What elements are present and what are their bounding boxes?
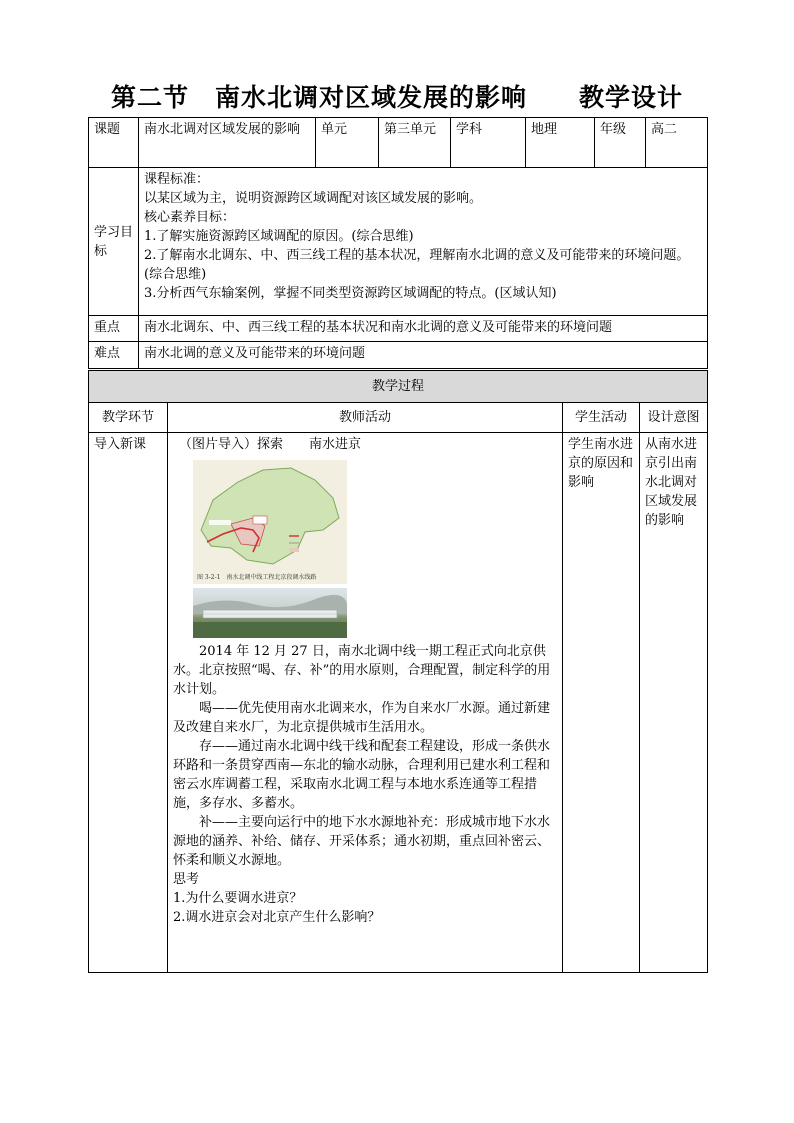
- topic-value: 南水北调对区域发展的影响: [139, 118, 316, 168]
- step-cell: 导入新课: [89, 433, 168, 973]
- objectives-line: 3.分析西气东输案例，掌握不同类型资源跨区域调配的特点。(区域认知): [144, 286, 557, 301]
- map-caption: 图 3-2-1 南水北调中线工程北京段调水线路: [197, 574, 317, 581]
- subject-label: 学科: [451, 118, 526, 168]
- student-activity-cell: 学生南水进京的原因和影响: [563, 433, 640, 973]
- paragraph: 存——通过南水北调中线干线和配套工程建设，形成一条供水环路和一条贯穿西南—东北的输水动脉，合理利用已建水利工程和密云水库调蓄工程，采取南水北调工程与本地水系连通等工程措施，多存水、多蓄水。: [173, 739, 551, 811]
- process-header: 教学过程: [89, 371, 708, 403]
- paragraph: 喝——优先使用南水北调来水，作为自来水厂水源。通过新建及改建自来水厂，为北京提供城市生活用水。: [173, 701, 551, 735]
- grade-label: 年级: [595, 118, 646, 168]
- process-table: [88, 370, 708, 973]
- key-points-value: 南水北调东、中、西三线工程的基本状况和南水北调的意义及可能带来的环境问题: [139, 316, 708, 342]
- unit-value: 第三单元: [379, 118, 451, 168]
- page-title: 第二节 南水北调对区域发展的影响 教学设计: [110, 83, 683, 112]
- col-step: 教学环节: [89, 403, 168, 433]
- photo-scene-icon: [193, 588, 347, 638]
- col-design: 设计意图: [640, 403, 708, 433]
- info-table: [88, 117, 708, 369]
- col-teacher: 教师活动: [168, 403, 563, 433]
- difficulties-label: 难点: [89, 342, 139, 369]
- beijing-map-icon: [193, 460, 347, 570]
- paragraph: 补——主要向运行中的地下水水源地补充：形成城市地下水水源地的涵养、补给、储存、开采体系；通水初期，重点回补密云、怀柔和顺义水源地。: [173, 815, 551, 868]
- objectives-line: 核心素养目标：: [144, 210, 236, 225]
- unit-label: 单元: [316, 118, 379, 168]
- subject-value: 地理: [526, 118, 595, 168]
- objectives-line: 以某区域为主，说明资源跨区域调配对该区域发展的影响。: [144, 191, 483, 206]
- route-map-image: [193, 460, 347, 584]
- objectives-line: 2.了解南水北调东、中、西三线工程的基本状况，理解南水北调的意义及可能带来的环境问题。(综合思维): [144, 248, 690, 282]
- col-student: 学生活动: [563, 403, 640, 433]
- objectives-label: 学习目标: [89, 168, 139, 316]
- water-plant-photo: [193, 588, 347, 638]
- key-points-label: 重点: [89, 316, 139, 342]
- design-intent-cell: 从南水进京引出南水北调对区域发展的影响: [640, 433, 708, 973]
- intro-line: （图片导入）探索 南水进京: [179, 437, 362, 452]
- teacher-activity-cell: [168, 433, 563, 973]
- objectives-content: [139, 168, 708, 316]
- topic-label: 课题: [89, 118, 139, 168]
- think-label: 思考: [173, 872, 200, 887]
- objectives-line: 1.了解实施资源跨区域调配的原因。(综合思维): [144, 229, 414, 244]
- paragraph: 2014 年 12 月 27 日，南水北调中线一期工程正式向北京供水。北京按照“喝、存、补”的用水原则，合理配置，制定科学的用水计划。: [173, 644, 551, 697]
- difficulties-value: 南水北调的意义及可能带来的环境问题: [139, 342, 708, 369]
- grade-value: 高二: [646, 118, 708, 168]
- intro-figure: [193, 460, 347, 638]
- question: 1.为什么要调水进京？: [173, 891, 303, 906]
- question: 2.调水进京会对北京产生什么影响？: [173, 910, 381, 925]
- objectives-line: 课程标准：: [144, 172, 210, 187]
